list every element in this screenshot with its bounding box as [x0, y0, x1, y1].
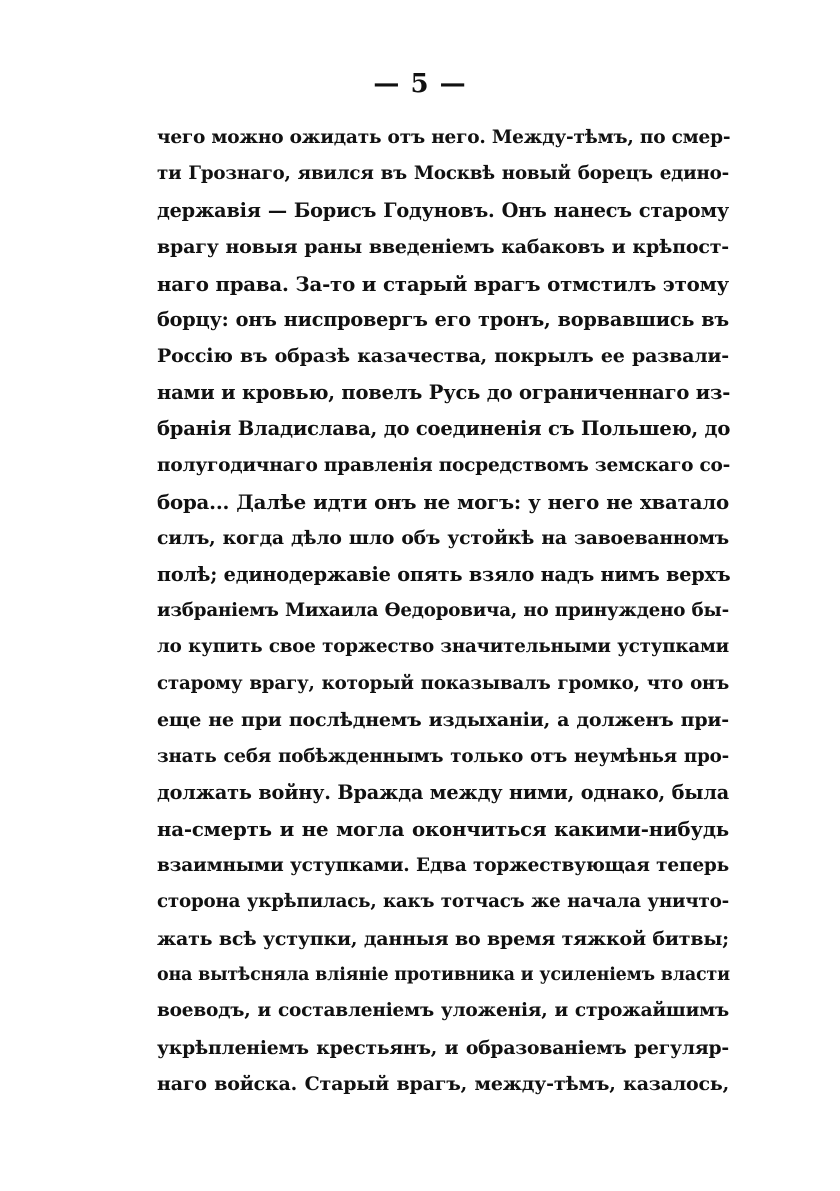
- text-line: старому врагу, который показывалъ громко, что онъ: [157, 672, 729, 694]
- text-line: бора... Далѣе идти онъ не могъ: у него не хватало: [157, 489, 729, 514]
- text-line: укрѣпленіемъ крестьянъ, и образованіемъ регуляр-: [157, 1036, 729, 1059]
- text-line: нами и кровью, повелъ Русь до ограниченнаго из-: [157, 380, 731, 404]
- text-line: избраніемъ Михаила Ѳедоровича, но принуждено бы-: [157, 600, 729, 622]
- text-line: полугодичнаго правленія посредствомъ земскаго со-: [157, 454, 731, 476]
- text-line: воеводъ, и составленіемъ уложенія, и строжайшимъ: [157, 1000, 729, 1022]
- text-line: знать себя побѣжденнымъ только отъ неумѣнья про-: [157, 745, 729, 767]
- text-line: ло купить свое торжество значительными уступками: [157, 636, 729, 658]
- text-line: жать всѣ уступки, данныя во время тяжкой битвы;: [157, 927, 729, 950]
- body-text: [157, 120, 729, 1103]
- text-line: чего можно ожидать отъ него. Между-тѣмъ, по смер-: [157, 127, 731, 148]
- text-line: державія — Борисъ Годуновъ. Онъ нанесъ старому: [157, 198, 729, 222]
- text-line: полѣ; единодержавіе опять взяло надъ нимъ верхъ: [157, 562, 731, 586]
- text-line: врагу новыя раны введеніемъ кабаковъ и крѣпост-: [157, 236, 729, 259]
- text-line: еще не при послѣднемъ издыханіи, а долженъ при-: [157, 709, 729, 732]
- text-line: борцу: онъ ниспровергъ его тронъ, ворвавшись въ: [157, 307, 729, 331]
- text-line: Россію въ образѣ казачества, покрылъ ее развали-: [157, 345, 729, 368]
- text-line: наго войска. Старый врагъ, между-тѣмъ, казалось,: [157, 1073, 729, 1096]
- page-number: — 5 —: [373, 69, 467, 99]
- text-line: сторона укрѣпилась, какъ тотчасъ же начала уничто-: [157, 891, 729, 913]
- text-line: взаимными уступками. Едва торжествующая теперь: [157, 854, 729, 876]
- text-line: бранія Владислава, до соединенія съ Польшею, до: [157, 417, 731, 441]
- text-line: силъ, когда дѣло шло объ устойкѣ на завоеванномъ: [157, 527, 729, 550]
- text-line: на-смерть и не могла окончиться какими-нибудь: [157, 817, 729, 842]
- text-line: должать войну. Вражда между ними, однако, была: [157, 781, 729, 805]
- text-line: наго права. За-то и старый врагъ отмстилъ этому: [157, 271, 729, 296]
- text-line: она вытѣсняла вліяніе противника и усиленіемъ власти: [157, 964, 730, 985]
- text-line: ти Грознаго, явился въ Москвѣ новый борецъ едино-: [157, 163, 729, 185]
